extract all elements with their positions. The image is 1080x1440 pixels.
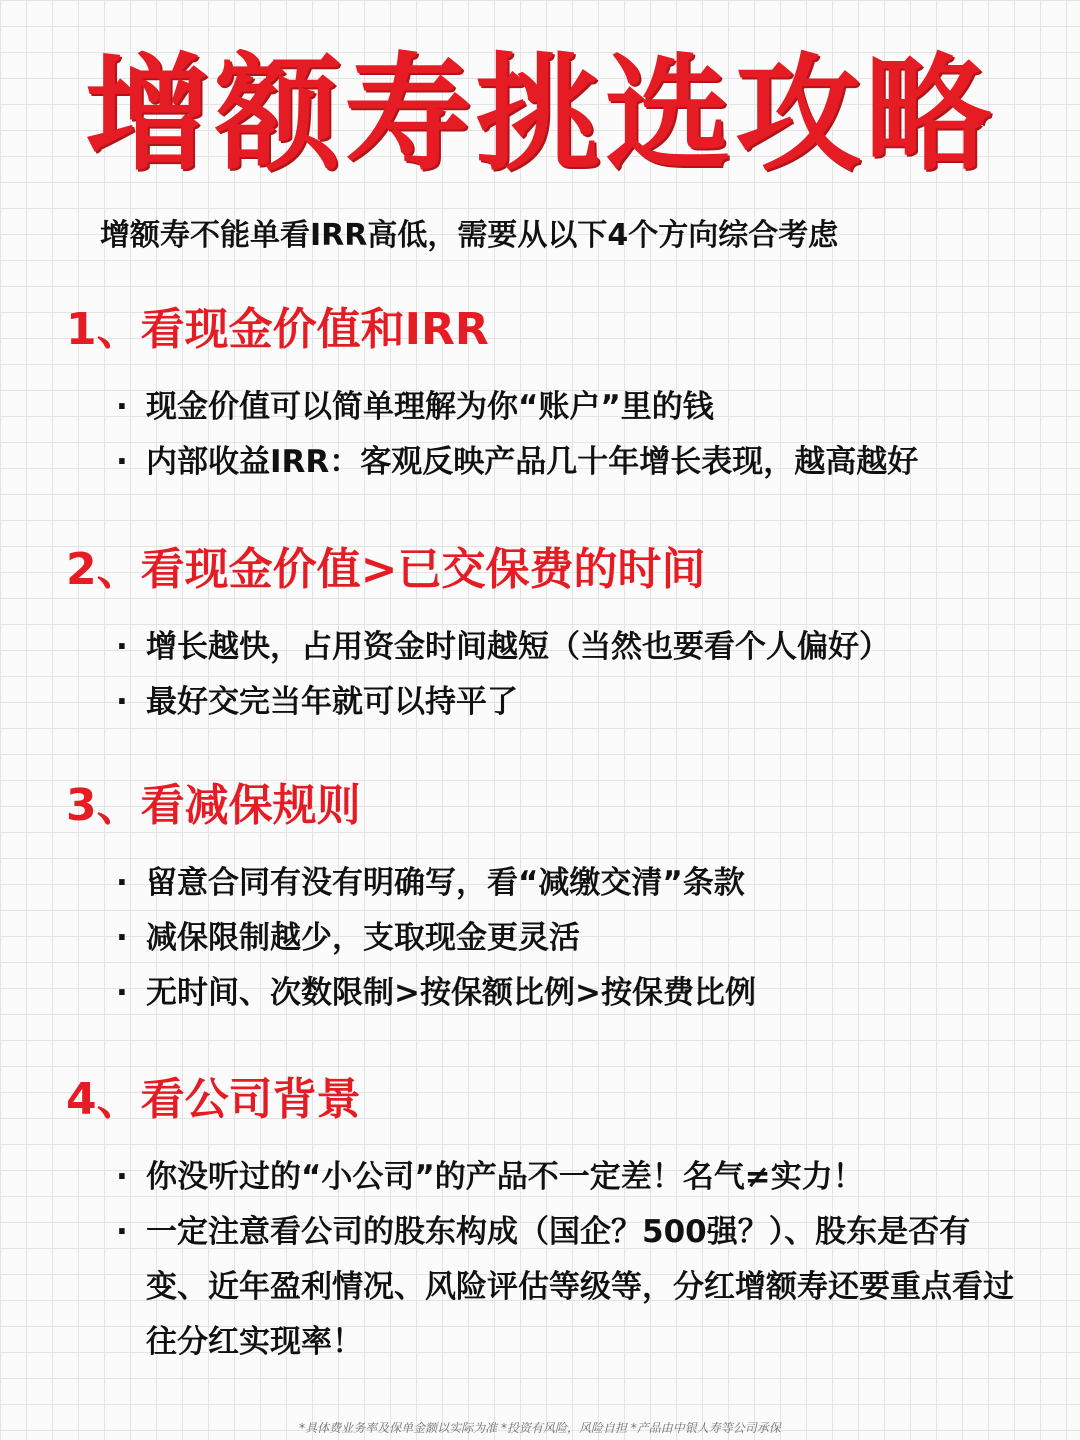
list-item bbox=[0, 380, 1016, 435]
list-item-text: 留意合同有没有明确写，看“减缴交清”条款 bbox=[146, 865, 745, 901]
section-items bbox=[0, 620, 1080, 730]
bullet-dot: · bbox=[116, 865, 128, 901]
section-heading: 1、看现金价值和IRR bbox=[66, 304, 489, 355]
page-subtitle: 增额寿不能单看IRR高低，需要从以下4个方向综合考虑 bbox=[100, 218, 839, 253]
list-item bbox=[0, 1205, 1016, 1370]
section-heading: 3、看减保规则 bbox=[66, 780, 361, 831]
list-item-text: 一定注意看公司的股东构成（国企？500强？）、股东是否有变、近年盈利情况、风险评估等级等，分红增额寿还要重点看过往分红实现率！ bbox=[146, 1214, 1014, 1360]
section-items bbox=[0, 1150, 1080, 1370]
disclaimer-footer: *具体费业务率及保单金额以实际为准 *投资有风险，风险自担 *产品由中银人寿等公司承保 bbox=[299, 1421, 781, 1435]
list-item-text: 最好交完当年就可以持平了 bbox=[146, 684, 518, 720]
bullet-dot: · bbox=[116, 629, 128, 665]
list-item bbox=[0, 620, 1016, 675]
bullet-dot: · bbox=[116, 389, 128, 425]
page-title: 增额寿挑选攻略 bbox=[85, 41, 995, 188]
list-item-text: 无时间、次数限制>按保额比例>按保费比例 bbox=[146, 975, 756, 1011]
list-item-text: 增长越快，占用资金时间越短（当然也要看个人偏好） bbox=[146, 629, 890, 665]
list-item bbox=[0, 966, 1016, 1021]
section-heading: 2、看现金价值>已交保费的时间 bbox=[66, 544, 706, 595]
bullet-dot: · bbox=[116, 1159, 128, 1195]
list-item bbox=[0, 1150, 1016, 1205]
bullet-dot: · bbox=[116, 444, 128, 480]
list-item bbox=[0, 856, 1016, 911]
list-item-text: 现金价值可以简单理解为你“账户”里的钱 bbox=[146, 389, 714, 425]
bullet-dot: · bbox=[116, 1214, 128, 1250]
list-item-text: 内部收益IRR：客观反映产品几十年增长表现，越高越好 bbox=[146, 444, 919, 480]
list-item bbox=[0, 675, 1016, 730]
list-item bbox=[0, 435, 1016, 490]
list-item bbox=[0, 911, 1016, 966]
section-heading: 4、看公司背景 bbox=[66, 1074, 361, 1125]
bullet-dot: · bbox=[116, 975, 128, 1011]
bullet-dot: · bbox=[116, 684, 128, 720]
bullet-dot: · bbox=[116, 920, 128, 956]
list-item-text: 减保限制越少，支取现金更灵活 bbox=[146, 920, 580, 956]
list-item-text: 你没听过的“小公司”的产品不一定差！名气≠实力！ bbox=[146, 1159, 864, 1195]
section-items bbox=[0, 380, 1080, 490]
section-items bbox=[0, 856, 1080, 1021]
